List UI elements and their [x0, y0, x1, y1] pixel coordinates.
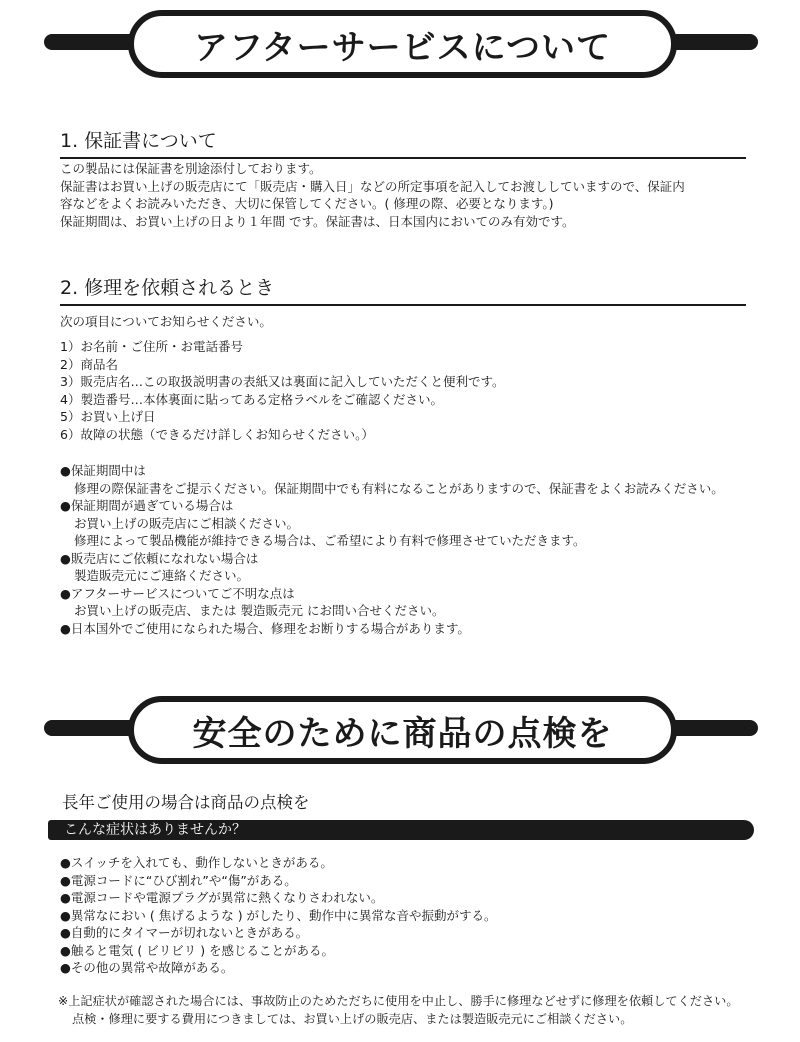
repair-item: 3）販売店名…この取扱説明書の表紙又は裏面に記入していただくと便利です。 — [60, 374, 505, 389]
banner-pill — [128, 10, 677, 78]
symptom-item: ●異常なにおい ( 焦げるような ) がしたり、動作中に異常な音や振動がする。 — [60, 907, 497, 923]
banner-title: 安全のために商品の点検を — [192, 713, 613, 754]
repair-item: 6）故障の状態（できるだけ詳しくお知らせください。） — [60, 426, 374, 442]
repair-item: 2）商品名 — [60, 356, 118, 372]
repair-items — [60, 338, 750, 443]
warranty-line: この製品には保証書を別途添付しております。 — [60, 161, 322, 176]
note-title: ●保証期間中は — [60, 463, 146, 478]
note-title: ●日本国外でご使用になられた場合、修理をお断りする場合があります。 — [60, 620, 470, 636]
note-line: お買い上げの販売店にご相談ください。 — [74, 515, 300, 531]
note-line: お買い上げの販売店、または 製造販売元 にお問い合せください。 — [74, 603, 445, 618]
symptom-item: ●触ると電気 ( ビリビリ ) を感じることがある。 — [60, 942, 335, 958]
symptom-item: ●電源コードに“ひび割れ”や“傷”がある。 — [60, 872, 297, 888]
symptom-list — [60, 854, 750, 977]
footnote-line: 点検・修理に要する費用につきましては、お買い上げの販売店、または製造販売元にご相談ください。 — [72, 1011, 633, 1026]
safety-banner — [0, 690, 800, 766]
note-title: ●販売店にご依頼になれない場合は — [60, 550, 259, 566]
repair-notes — [60, 462, 750, 637]
after-service-banner — [0, 4, 800, 80]
warranty-text — [60, 160, 750, 230]
inspection-footnote — [58, 993, 758, 1028]
warranty-line: 容などをよくお読みいただき、大切に保管してください。( 修理の際、必要となります。) — [60, 196, 554, 211]
note-line: 製造販売元にご連絡ください。 — [74, 568, 250, 583]
section-heading-warranty: 1. 保証書について — [60, 126, 746, 159]
symptom-question-bar — [48, 820, 754, 840]
symptom-item: ●スイッチを入れても、動作しないときがある。 — [60, 855, 333, 870]
repair-item: 1）お名前・ご住所・お電話番号 — [60, 339, 243, 354]
note-title: ●保証期間が過ぎている場合は — [60, 498, 234, 513]
repair-item: 4）製造番号…本体裏面に貼ってある定格ラベルをご確認ください。 — [60, 391, 443, 407]
warranty-line: 保証期間は、お買い上げの日より１年間 です。保証書は、日本国内においてのみ有効です。 — [60, 213, 575, 229]
symptom-item: ●電源コードや電源プラグが異常に熱くなりさわれない。 — [60, 890, 384, 905]
symptom-question-label: こんな症状はありませんか？ — [64, 822, 246, 838]
footnote-line: ※上記症状が確認された場合には、事故防止のためただちに使用を中止し、勝手に修理などせずに修理を依頼してください。 — [58, 994, 739, 1008]
inspection-subheading: 長年ご使用の場合は商品の点検を — [62, 793, 310, 812]
warranty-line: 保証書はお買い上げの販売店にて「販売店・購入日」などの所定事項を記入してお渡ししていますので、保証内 — [60, 178, 685, 194]
repair-intro — [60, 313, 750, 331]
banner-title: アフターサービスについて — [194, 27, 611, 68]
symptom-item: ●その他の異常や故障がある。 — [60, 960, 234, 975]
repair-intro-text: 次の項目についてお知らせください。 — [60, 314, 272, 329]
banner-pill — [128, 696, 677, 764]
note-title: ●アフターサービスについてご不明な点は — [60, 585, 295, 601]
symptom-item: ●自動的にタイマーが切れないときがある。 — [60, 925, 309, 940]
repair-item: 5）お買い上げ日 — [60, 409, 156, 424]
section-heading-repair: 2. 修理を依頼されるとき — [60, 273, 746, 306]
note-line: 修理によって製品機能が維持できる場合は、ご希望により有料で修理させていただきます。 — [74, 533, 586, 548]
note-line: 修理の際保証書をご提示ください。保証期間中でも有料になることがありますので、保証書をよくお読みください。 — [74, 480, 724, 496]
